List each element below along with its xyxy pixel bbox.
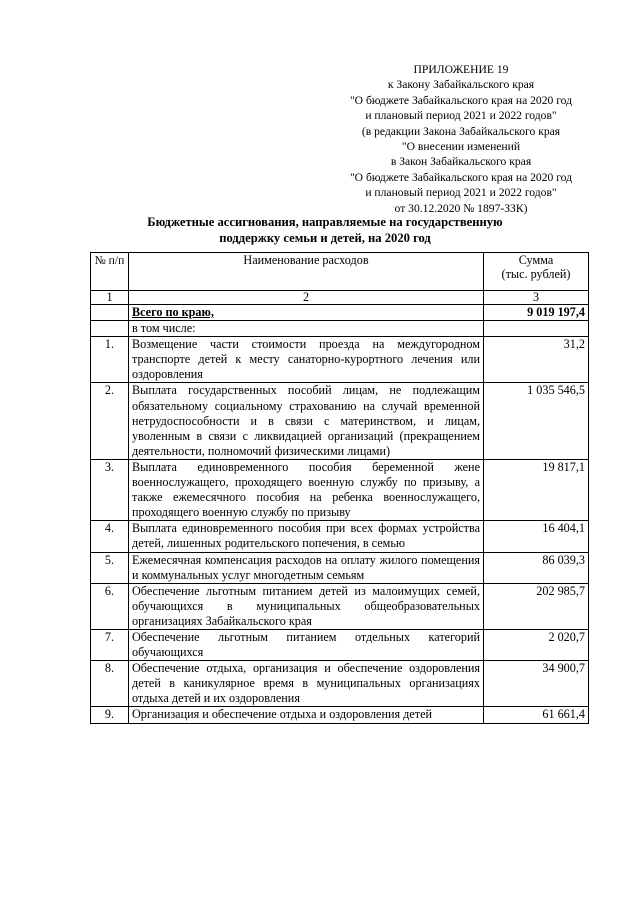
header-name: Наименование расходов — [129, 253, 484, 291]
row-num: 7. — [91, 629, 129, 660]
table-row — [91, 661, 589, 707]
appendix-line: "О внесении изменений — [401, 140, 521, 154]
table-header-row — [91, 253, 589, 291]
table-row — [91, 707, 589, 723]
row-num: 9. — [91, 707, 129, 723]
table-row — [91, 337, 589, 383]
appendix-line: (в редакции Закона Забайкальского края — [361, 124, 561, 138]
title-line-1: Бюджетные ассигнования, направляемые на государственную — [147, 215, 503, 229]
index-cell: 1 — [91, 291, 129, 305]
row-name: Организация и обеспечение отдыха и оздоровления детей — [129, 707, 484, 723]
row-value: 2 020,7 — [484, 629, 589, 660]
row-value: 19 817,1 — [484, 459, 589, 520]
appendix-line: "О бюджете Забайкальского края на 2020 год — [349, 93, 573, 107]
row-num: 2. — [91, 383, 129, 459]
row-value: 34 900,7 — [484, 661, 589, 707]
row-value: 86 039,3 — [484, 552, 589, 583]
row-value: 1 035 546,5 — [484, 383, 589, 459]
row-num: 3. — [91, 459, 129, 520]
row-value: 61 661,4 — [484, 707, 589, 723]
row-num: 5. — [91, 552, 129, 583]
row-num: 8. — [91, 661, 129, 707]
header-sum-line-2: (тыс. рублей) — [501, 267, 571, 281]
row-num: 4. — [91, 521, 129, 552]
appendix-line: и плановый период 2021 и 2022 годов" — [365, 109, 557, 123]
total-num-cell — [91, 305, 129, 321]
total-label: Всего по краю, — [129, 305, 484, 321]
row-name: Ежемесячная компенсация расходов на оплату жилого помещения и коммунальных услуг многодетным семьям — [129, 552, 484, 583]
row-name: Выплата единовременного пособия беременной жене военнослужащего, проходящего военную службу по призыву, а также ежемесячного пособия на ребенка военнослужащего, проходящего военную службу по призыву — [129, 459, 484, 520]
table-row — [91, 583, 589, 629]
appendix-header — [318, 62, 604, 216]
header-sum — [484, 253, 589, 291]
row-name: Возмещение части стоимости проезда на междугородном транспорте детей к месту санаторно-курортного лечения или оздоровления — [129, 337, 484, 383]
total-value: 9 019 197,4 — [484, 305, 589, 321]
appendix-line: к Закону Забайкальского края — [387, 78, 535, 92]
total-row — [91, 305, 589, 321]
including-sum-cell — [484, 321, 589, 337]
including-row — [91, 321, 589, 337]
document-title — [90, 214, 560, 246]
table-row — [91, 521, 589, 552]
appendix-line: и плановый период 2021 и 2022 годов" — [365, 186, 557, 200]
row-value: 16 404,1 — [484, 521, 589, 552]
header-sum-line-1: Сумма — [518, 253, 554, 267]
row-num: 1. — [91, 337, 129, 383]
column-index-row — [91, 291, 589, 305]
appendix-line: "О бюджете Забайкальского края на 2020 год — [349, 170, 573, 184]
table-row — [91, 629, 589, 660]
index-cell: 3 — [484, 291, 589, 305]
row-name: Обеспечение льготным питанием детей из малоимущих семей, обучающихся в муниципальных общеобразовательных организациях Забайкальского края — [129, 583, 484, 629]
including-label: в том числе: — [129, 321, 484, 337]
appendix-line: ПРИЛОЖЕНИЕ 19 — [413, 63, 509, 76]
index-cell: 2 — [129, 291, 484, 305]
title-line-2: поддержку семьи и детей, на 2020 год — [219, 231, 431, 245]
row-value: 202 985,7 — [484, 583, 589, 629]
row-name: Обеспечение льготным питанием отдельных категорий обучающихся — [129, 629, 484, 660]
appendix-line: в Закон Забайкальского края — [390, 155, 532, 169]
row-name: Выплата единовременного пособия при всех формах устройства детей, лишенных родительского попечения, в семью — [129, 521, 484, 552]
table-row — [91, 383, 589, 459]
including-num-cell — [91, 321, 129, 337]
budget-table — [90, 252, 589, 724]
row-name: Обеспечение отдыха, организация и обеспечение оздоровления детей в каникулярное время в муниципальных организациях отдыха детей и их оздоровления — [129, 661, 484, 707]
table-row — [91, 459, 589, 520]
appendix-line: от 30.12.2020 № 1897-ЗЗК) — [394, 201, 528, 215]
row-name: Выплата государственных пособий лицам, не подлежащим обязательному социальному страхованию на случай временной нетрудоспособности и в связи с материнством, и лицам, уволенным в связи с ликвидацией организаций (прекращением деятельности, полномочий физическими лицами) — [129, 383, 484, 459]
row-num: 6. — [91, 583, 129, 629]
row-value: 31,2 — [484, 337, 589, 383]
header-num: № п/п — [91, 253, 129, 291]
table-row — [91, 552, 589, 583]
